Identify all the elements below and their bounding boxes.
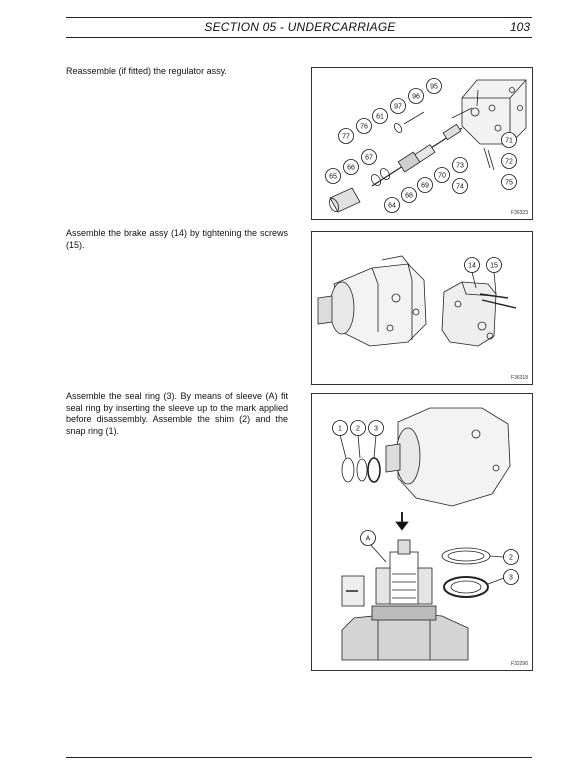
figure-code: F36318 — [511, 375, 528, 381]
step-3-text: Assemble the seal ring (3). By means of sleeve (A) fit seal ring by inserting the sleeve up to the mark applied before disassembly. Assemble the shim (2) and the snap ring (1). — [66, 391, 288, 436]
figure-regulator-assy — [311, 67, 533, 220]
svg-text:96: 96 — [412, 93, 420, 101]
svg-text:77: 77 — [342, 133, 350, 141]
svg-text:3: 3 — [374, 425, 378, 433]
callout-72 — [502, 154, 517, 169]
svg-text:A: A — [365, 535, 371, 543]
svg-text:75: 75 — [505, 179, 513, 187]
footer-rule — [66, 757, 532, 758]
svg-text:73: 73 — [456, 162, 464, 170]
svg-text:66: 66 — [347, 164, 355, 172]
callout-96 — [409, 89, 424, 104]
callout-67 — [362, 150, 377, 165]
callout-14 — [465, 258, 480, 273]
figure-code: F32290 — [511, 661, 528, 667]
svg-text:71: 71 — [505, 137, 513, 145]
svg-text:1: 1 — [338, 425, 342, 433]
callout-1 — [333, 421, 348, 436]
svg-text:14: 14 — [468, 262, 476, 270]
svg-text:95: 95 — [430, 83, 438, 91]
callout-70 — [435, 168, 450, 183]
callout-69 — [418, 178, 433, 193]
svg-text:65: 65 — [329, 173, 337, 181]
callout-76 — [357, 119, 372, 134]
svg-text:2: 2 — [509, 554, 513, 562]
callout-71 — [502, 133, 517, 148]
svg-text:68: 68 — [405, 192, 413, 200]
svg-text:97: 97 — [394, 103, 402, 111]
callout-65 — [326, 169, 341, 184]
callout-15 — [487, 258, 502, 273]
callout-2 — [504, 550, 519, 565]
svg-text:69: 69 — [421, 182, 429, 190]
svg-text:64: 64 — [388, 202, 396, 210]
figure-code: F36323 — [511, 210, 528, 216]
figure-seal-ring — [311, 393, 533, 671]
callout-2-upper — [351, 421, 366, 436]
figure-brake-assy — [311, 231, 533, 385]
callout-64 — [385, 198, 400, 213]
svg-text:3: 3 — [509, 574, 513, 582]
svg-text:61: 61 — [376, 113, 384, 121]
callout-A — [361, 531, 376, 546]
section-title: SECTION 05 - UNDERCARRIAGE — [204, 20, 396, 34]
step-1-text: Reassemble (if fitted) the regulator assy. — [66, 66, 227, 76]
step-2-text: Assemble the brake assy (14) by tightening the screws (15). — [66, 228, 288, 250]
svg-text:15: 15 — [490, 262, 498, 270]
callout-61 — [373, 109, 388, 124]
svg-text:70: 70 — [438, 172, 446, 180]
callout-68 — [402, 188, 417, 203]
page-number: 103 — [509, 20, 530, 34]
callout-74 — [453, 179, 468, 194]
svg-text:67: 67 — [365, 154, 373, 162]
callout-95 — [427, 79, 442, 94]
callout-66 — [344, 160, 359, 175]
header-rule-bottom — [66, 37, 532, 38]
callout-3 — [369, 421, 384, 436]
callout-97 — [391, 99, 406, 114]
svg-text:76: 76 — [360, 123, 368, 131]
callout-77 — [339, 129, 354, 144]
callout-73 — [453, 158, 468, 173]
svg-text:72: 72 — [505, 158, 513, 166]
svg-text:2: 2 — [356, 425, 360, 433]
header-rule-top — [66, 17, 532, 18]
callout-3-lower — [504, 570, 519, 585]
svg-text:74: 74 — [456, 183, 464, 191]
callout-75 — [502, 175, 517, 190]
